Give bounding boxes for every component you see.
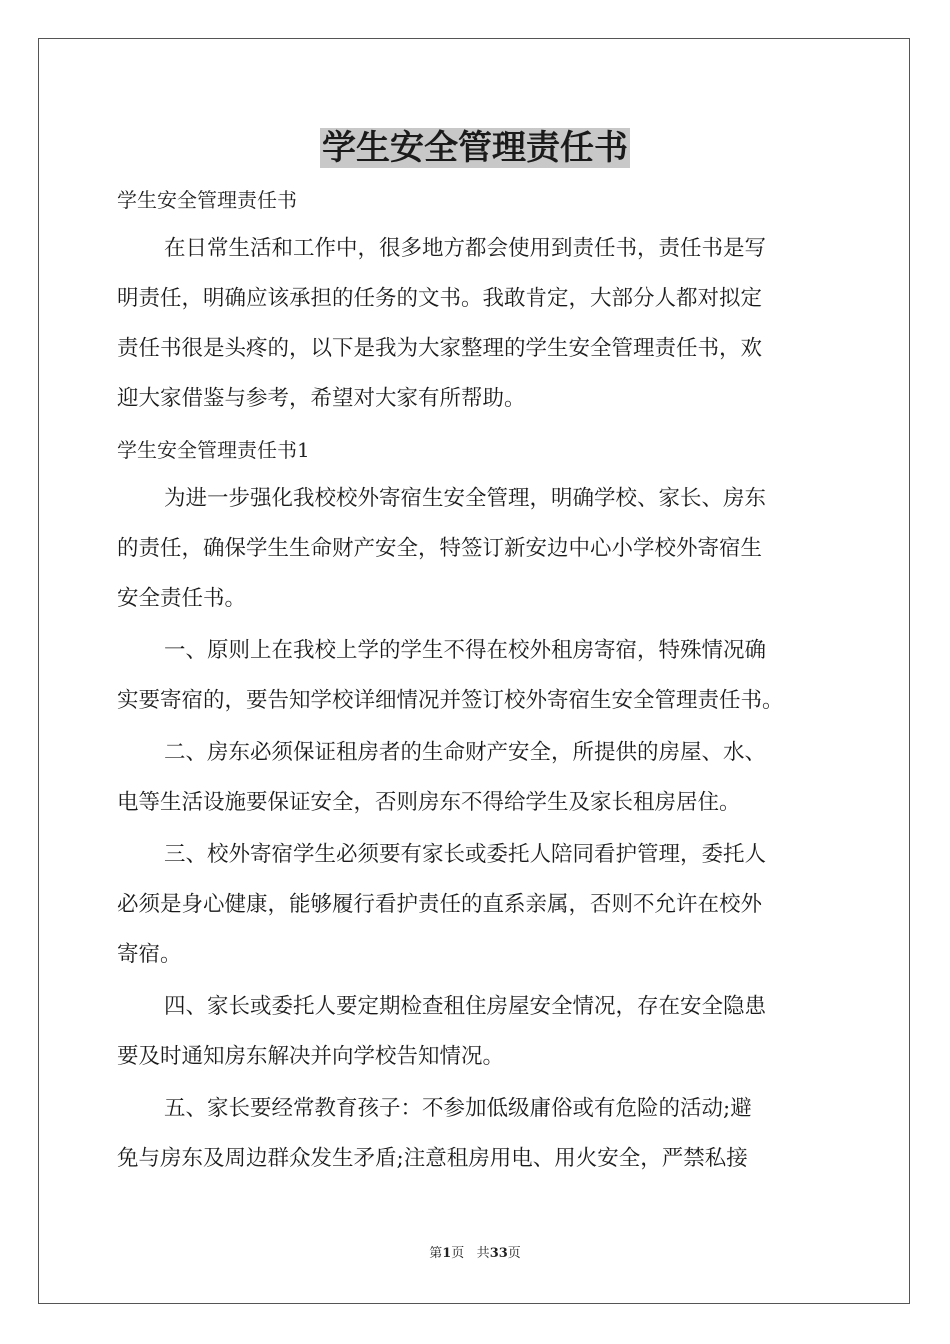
paragraph-line: 实要寄宿的，要告知学校详细情况并签订校外寄宿生安全管理责任书。 (117, 688, 784, 713)
paragraph-line: 安全责任书。 (117, 586, 247, 611)
document-title: 学生安全管理责任书 (322, 128, 628, 168)
paragraph-line: 五、家长要经常教育孩子：不参加低级庸俗或有危险的活动;避 (164, 1096, 752, 1121)
paragraph-line: 二、房东必须保证租房者的生命财产安全，所提供的房屋、水、 (164, 740, 767, 765)
body-paragraph-clause-5 (117, 1084, 837, 1184)
document-body (117, 176, 837, 1186)
paragraph-line: 为进一步强化我校校外寄宿生安全管理，明确学校、家长、房东 (164, 486, 767, 511)
body-paragraph-preamble (117, 474, 837, 624)
footer-total-prefix: 共 (476, 1246, 490, 1261)
paragraph-line: 责任书很是头疼的，以下是我为大家整理的学生安全管理责任书，欢 (117, 336, 763, 361)
paragraph-line: 寄宿。 (117, 942, 182, 967)
body-paragraph-clause-4 (117, 982, 837, 1082)
footer-page-unit: 页 (451, 1246, 465, 1261)
paragraph-line: 必须是身心健康，能够履行看护责任的直系亲属，否则不允许在校外 (117, 892, 763, 917)
paragraph-line: 在日常生活和工作中，很多地方都会使用到责任书，责任书是写 (164, 236, 767, 261)
paragraph-line: 要及时通知房东解决并向学校告知情况。 (117, 1044, 505, 1069)
intro-paragraph (117, 224, 837, 424)
body-paragraph-clause-2 (117, 728, 837, 828)
paragraph-line: 的责任，确保学生生命财产安全，特签订新安边中心小学校外寄宿生 (117, 536, 763, 561)
paragraph-line: 四、家长或委托人要定期检查租住房屋安全情况，存在安全隐患 (164, 994, 767, 1019)
footer-total-unit: 页 (507, 1246, 521, 1261)
paragraph-line: 电等生活设施要保证安全，否则房东不得给学生及家长租房居住。 (117, 790, 741, 815)
paragraph-line: 三、校外寄宿学生必须要有家长或委托人陪同看护管理，委托人 (164, 842, 767, 867)
footer-prefix: 第 (429, 1246, 443, 1261)
paragraph-line: 一、原则上在我校上学的学生不得在校外租房寄宿，特殊情况确 (164, 638, 767, 663)
footer-total-pages: 33 (489, 1246, 508, 1261)
body-paragraph-clause-3 (117, 830, 837, 980)
paragraph-line: 免与房东及周边群众发生矛盾;注意租房用电、用火安全，严禁私接 (117, 1146, 748, 1171)
footer-page-number: 1 (442, 1246, 452, 1261)
paragraph-line: 迎大家借鉴与参考，希望对大家有所帮助。 (117, 386, 526, 411)
section-heading: 学生安全管理责任书1 (117, 438, 310, 462)
paragraph-line: 明责任，明确应该承担的任务的文书。我敢肯定，大部分人都对拟定 (117, 286, 763, 311)
body-paragraph-clause-1 (117, 626, 837, 726)
page-footer (0, 1242, 950, 1261)
document-subtitle: 学生安全管理责任书 (117, 188, 297, 212)
